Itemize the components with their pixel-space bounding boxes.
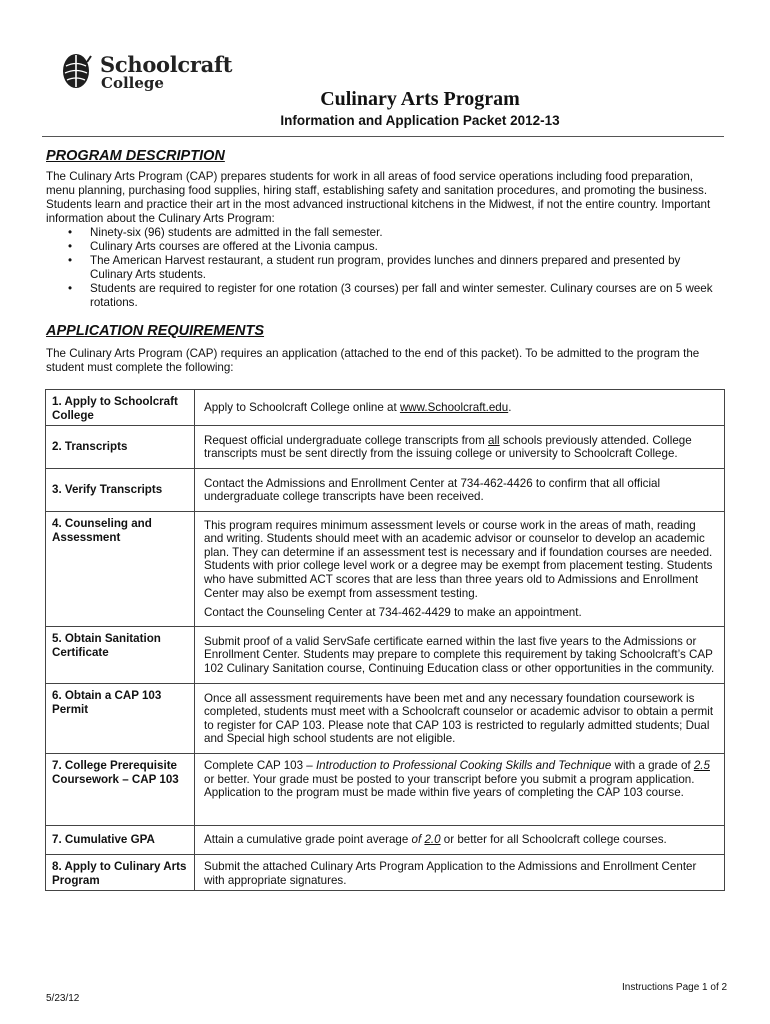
footer-date: 5/23/12 [46,993,80,1004]
list-item: • Ninety-six (96) students are admitted in the fall semester. [68,226,383,239]
requirement-label: 3. Verify Transcripts [46,469,195,512]
requirement-label: 8. Apply to Culinary Arts Program [46,855,195,891]
title-divider [42,136,724,137]
requirement-label: 4. Counseling and Assessment [46,512,195,627]
requirement-description: Complete CAP 103 – Introduction to Professional Cooking Skills and Technique with a grade of 2.5 or better. Your grade must be posted to your transcript before you submit a program application. Application to the program must be made within five years of completing the CAP 103 course. [195,754,725,826]
requirements-table [45,389,725,891]
schoolcraft-website-link[interactable]: www.Schoolcraft.edu [399,400,509,414]
list-item: • Culinary Arts courses are offered at the Livonia campus. [68,240,378,253]
requirement-label: 7. Cumulative GPA [46,826,195,855]
requirement-description: Attain a cumulative grade point average of 2.0 or better for all Schoolcraft college courses. [195,826,725,855]
table-row [46,469,725,512]
table-row [46,684,725,754]
table-row [46,754,725,826]
document-subtitle: Information and Application Packet 2012-13 [280,113,560,128]
table-row [46,855,725,891]
footer-page-number: Instructions Page 1 of 2 [622,982,728,993]
requirement-description: Once all assessment requirements have been met and any necessary foundation coursework is completed, students must meet with a Schoolcraft counselor or academic advisor to obtain a permit to register for CAP 103. Please note that CAP 103 is restricted to regularly admitted students; Dual and Special high school students are not eligible. [195,684,725,754]
requirement-description: Contact the Admissions and Enrollment Center at 734-462-4426 to confirm that all official undergraduate college transcripts have been received. [195,469,725,512]
schoolcraft-emblem-icon [60,52,92,90]
document-title: Culinary Arts Program [320,88,520,110]
table-row [46,627,725,684]
application-requirements-heading: APPLICATION REQUIREMENTS [46,323,265,339]
requirement-description: Submit proof of a valid ServSafe certificate earned within the last five years to the Admissions or Enrollment Center. Students may prepare to complete this requirement by taking Schoolcraft’s CAP 102 Culinary Sanitation course, Continuing Education class or other opportunities in the community. [195,627,725,684]
requirement-description: Apply to Schoolcraft College online at www.Schoolcraft.edu. [195,390,725,426]
table-row [46,390,725,426]
requirement-label: 7. College Prerequisite Coursework – CAP 103 [46,754,195,826]
list-item: • The American Harvest restaurant, a student run program, provides lunches and dinners prepared and presented by Culinary Arts students. [68,254,681,281]
requirement-label: 2. Transcripts [46,426,195,469]
requirement-label: 5. Obtain Sanitation Certificate [46,627,195,684]
logo-name: Schoolcraft [100,52,233,77]
requirement-label: 1. Apply to Schoolcraft College [46,390,195,426]
bullet-icon: • [68,254,73,267]
program-description-text: The Culinary Arts Program (CAP) prepares students for work in all areas of food service operations including food preparation, menu planning, purchasing food supplies, hiring staff, establishing safety and sanitation procedures, and promoting the business. Students learn and practice their art in the most advanced instructional kitchens in the Midwest, if not the entire country. Important information about the Culinary Arts Program: [46,170,711,225]
table-row [46,426,725,469]
list-item: • Students are required to register for one rotation (3 courses) per fall and winter semester. Culinary courses are on 5 week rotations. [68,282,713,309]
requirement-description: This program requires minimum assessment levels or course work in the areas of math, reading and writing. Students should meet with an academic advisor or counselor to develop an academic plan. They can determine if an assessment test is necessary and if foundation courses are needed. Students with prior college level work or a degree may be exempt from placement testing. Students who have submitted ACT scores that are less than three years old to Admissions and Enrollment Center may also be exempt from assessment testing. Contact the Counseling Center at 734-462-4429 to make an appointment. [195,512,725,627]
application-requirements-intro: The Culinary Arts Program (CAP) requires an application (attached to the end of this packet). To be admitted to the program the student must complete the following: [46,347,700,374]
bullet-icon: • [68,226,73,239]
bullet-icon: • [68,282,73,295]
program-bullet-list [46,226,716,310]
table-row [46,826,725,855]
program-description-heading: PROGRAM DESCRIPTION [46,148,225,164]
logo-sub: College [101,74,164,92]
requirement-label: 6. Obtain a CAP 103 Permit [46,684,195,754]
requirement-description: Submit the attached Culinary Arts Program Application to the Admissions and Enrollment Center with appropriate signatures. [195,855,725,891]
bullet-icon: • [68,240,73,253]
requirement-description: Request official undergraduate college transcripts from all schools previously attended. College transcripts must be sent directly from the issuing college or university to Schoolcraft College. [195,426,725,469]
table-row [46,512,725,627]
